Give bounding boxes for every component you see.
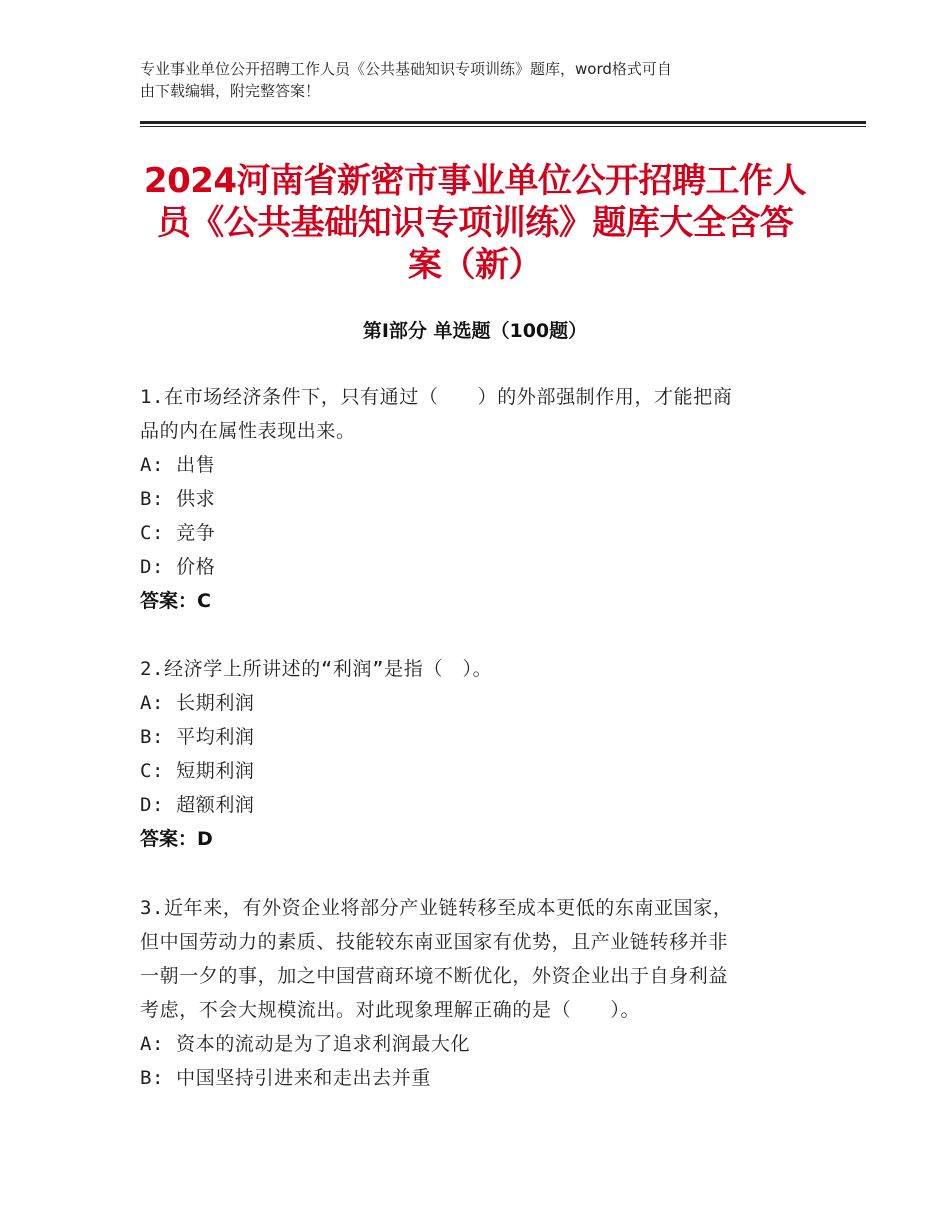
header-rule-thin: [140, 126, 866, 127]
question-1-answer: 答案：C: [140, 590, 211, 612]
question-1-stem-line-2: 品的内在属性表现出来。: [140, 420, 356, 442]
title-line-2: 员《公共基础知识专项训练》题库大全含答: [156, 203, 794, 243]
section-heading: 第Ⅰ部分 单选题（100题）: [362, 320, 588, 342]
header-line-1: 专业事业单位公开招聘工作人员《公共基础知识专项训练》题库，word格式可自: [140, 60, 672, 78]
title-line-1: 2024河南省新密市事业单位公开招聘工作人: [143, 161, 807, 201]
question-1-stem-line-1: 1.在市场经济条件下，只有通过（ ）的外部强制作用，才能把商: [140, 386, 733, 408]
question-1-option-a: A: 出售: [140, 454, 216, 476]
question-2-option-a: A: 长期利润: [140, 692, 255, 714]
question-2-answer: 答案：D: [140, 828, 213, 850]
document-header: [140, 58, 810, 102]
header-rule-thick: [140, 121, 866, 124]
question-1-option-d: D: 价格: [140, 556, 216, 578]
question-2: [140, 652, 810, 856]
question-1-option-c: C: 竞争: [140, 522, 216, 544]
question-2-stem-line-1: 2.经济学上所讲述的“利润”是指（ ）。: [140, 658, 493, 680]
question-2-option-c: C: 短期利润: [140, 760, 255, 782]
question-2-option-d: D: 超额利润: [140, 794, 255, 816]
question-2-option-b: B: 平均利润: [140, 726, 255, 748]
question-3-option-b: B: 中国坚持引进来和走出去并重: [140, 1067, 431, 1089]
question-3-option-a: A: 资本的流动是为了追求利润最大化: [140, 1033, 471, 1055]
question-1-option-b: B: 供求: [140, 488, 216, 510]
document-title: [140, 160, 810, 286]
question-3: [140, 891, 810, 1095]
header-line-2: 由下载编辑，附完整答案！: [140, 82, 321, 100]
question-3-stem-line-1: 3.近年来，有外资企业将部分产业链转移至成本更低的东南亚国家，: [140, 897, 733, 919]
title-line-3: 案（新）: [408, 245, 542, 285]
question-3-stem-line-4: 考虑，不会大规模流出。对此现象理解正确的是（ ）。: [140, 999, 641, 1021]
question-1: [140, 380, 810, 618]
question-3-stem-line-2: 但中国劳动力的素质、技能较东南亚国家有优势，且产业链转移并非: [140, 931, 729, 953]
question-3-stem-line-3: 一朝一夕的事，加之中国营商环境不断优化，外资企业出于自身利益: [140, 965, 729, 987]
